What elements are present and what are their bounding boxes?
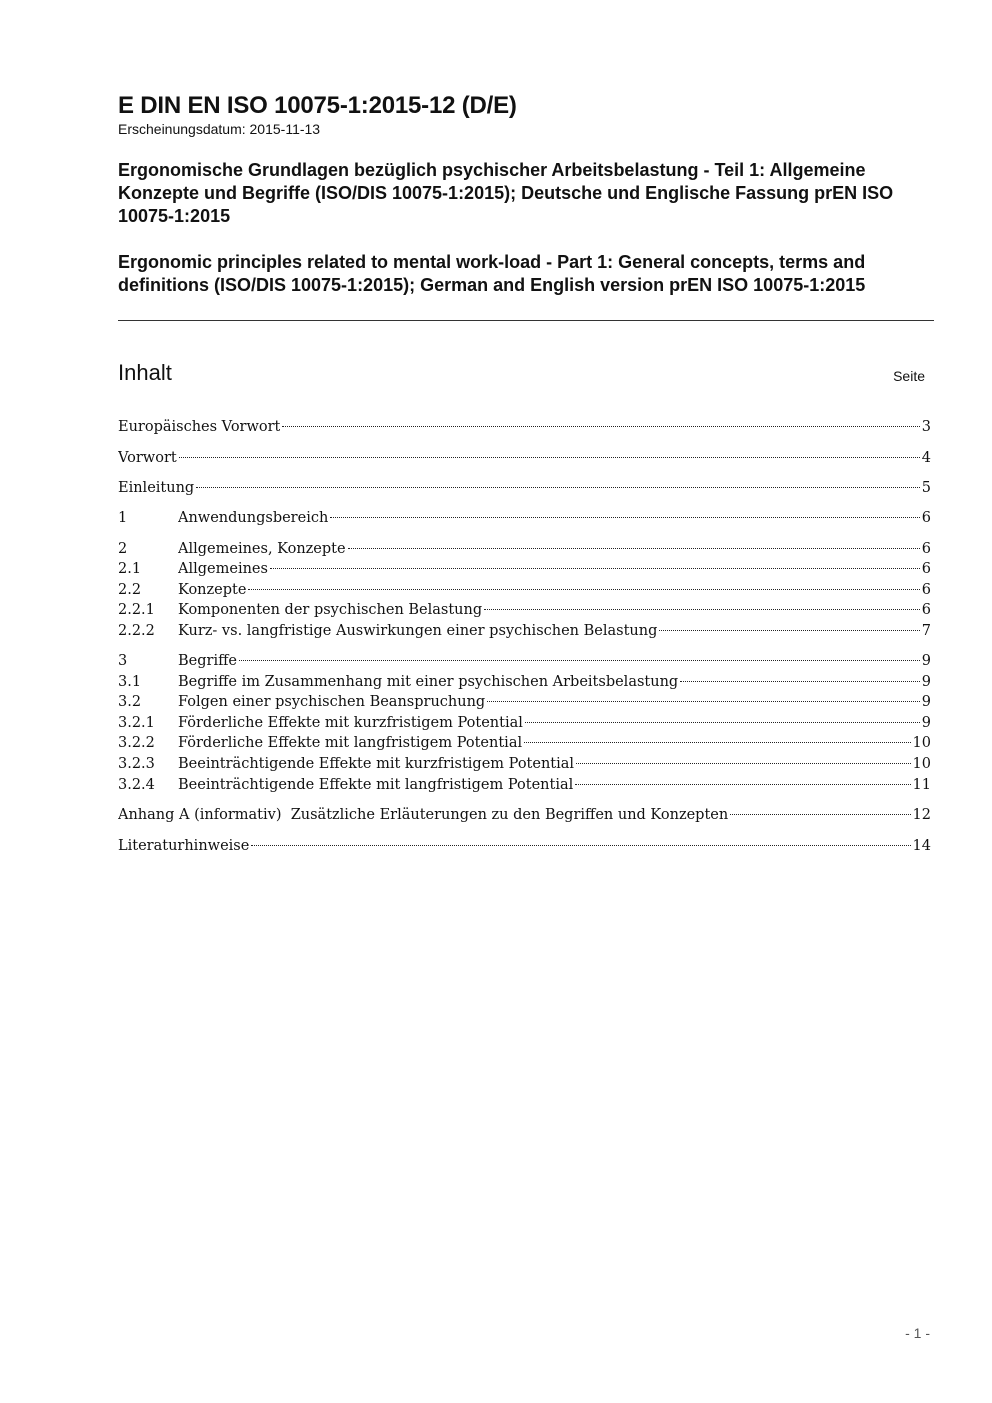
- toc-entry[interactable]: [118, 417, 931, 437]
- toc-leader: [524, 741, 910, 743]
- toc-entry-number: 3.2.3: [118, 756, 155, 772]
- toc-entry-page: 12: [912, 807, 931, 823]
- toc-entry-page: 14: [912, 838, 931, 854]
- toc-entry[interactable]: [118, 559, 931, 579]
- title-german: Ergonomische Grundlagen bezüglich psychischer Arbeitsbelastung - Teil 1: Allgemeine Konzepte und Begriffe (ISO/DIS 10075-1:2015); Deutsche und Englische Fassung prEN ISO 10075-1:2015: [118, 160, 894, 226]
- toc-entry[interactable]: [118, 754, 931, 774]
- toc-entry[interactable]: [118, 775, 931, 795]
- toc-heading: Inhalt: [118, 360, 172, 385]
- toc-entry[interactable]: [118, 621, 931, 641]
- toc-entry-title: Europäisches Vorwort: [118, 419, 281, 435]
- toc-entry-page: 6: [921, 561, 931, 577]
- toc-entry-page: 10: [912, 756, 931, 772]
- page-number: - 1 -: [905, 1325, 930, 1341]
- toc-entry-title: Anwendungsbereich: [178, 510, 329, 526]
- toc-leader: [659, 629, 919, 631]
- toc-entry-page: 6: [921, 541, 931, 557]
- toc-entry-title: Folgen einer psychischen Beanspruchung: [178, 694, 486, 710]
- toc-entry-page: 10: [912, 735, 931, 751]
- toc-entry-page: 5: [921, 480, 931, 496]
- toc-leader: [730, 813, 910, 815]
- toc-page-column-heading: Seite: [893, 368, 925, 384]
- toc-leader: [196, 486, 920, 488]
- toc-leader: [179, 456, 920, 458]
- toc-entry-page: 9: [921, 653, 931, 669]
- toc-entry-number: 1: [118, 510, 128, 526]
- toc-leader: [525, 721, 920, 723]
- toc-entry[interactable]: [118, 580, 931, 600]
- toc-entry-number: 2.2.1: [118, 602, 155, 618]
- toc-entry-title: Vorwort: [118, 450, 177, 466]
- toc-entry[interactable]: [118, 508, 931, 528]
- toc-leader: [248, 588, 919, 590]
- toc-entry[interactable]: [118, 713, 931, 733]
- toc-leader: [575, 783, 910, 785]
- toc-entry-number: 3.2: [118, 694, 142, 710]
- toc-entry-title: Allgemeines, Konzepte: [178, 541, 346, 557]
- toc-entry[interactable]: [118, 600, 931, 620]
- toc-entry-page: 6: [921, 510, 931, 526]
- toc-leader: [576, 762, 911, 764]
- toc-entry-title: Konzepte: [178, 582, 247, 598]
- publication-date: Erscheinungsdatum: 2015-11-13: [118, 121, 321, 137]
- toc-entry-page: 9: [921, 715, 931, 731]
- toc-entry-title: Beeinträchtigende Effekte mit kurzfristigem Potential: [178, 756, 575, 772]
- toc-entry-number: 2: [118, 541, 128, 557]
- toc-entry-title: Allgemeines: [178, 561, 268, 577]
- toc-entry-title: Förderliche Effekte mit kurzfristigem Potential: [178, 715, 523, 731]
- toc-entry[interactable]: [118, 478, 931, 498]
- toc-entry-title: Anhang A (informativ) Zusätzliche Erläuterungen zu den Begriffen und Konzepten: [118, 807, 729, 823]
- document-id: E DIN EN ISO 10075-1:2015-12 (D/E): [118, 92, 517, 119]
- toc-leader: [487, 700, 920, 702]
- toc-entry-page: 9: [921, 694, 931, 710]
- toc-entry[interactable]: [118, 448, 931, 468]
- table-of-contents: [118, 0, 931, 1403]
- toc-entry-title: Komponenten der psychischen Belastung: [178, 602, 483, 618]
- toc-leader: [330, 516, 919, 518]
- toc-entry-number: 3.2.1: [118, 715, 155, 731]
- toc-entry-page: 11: [912, 777, 931, 793]
- toc-entry[interactable]: [118, 672, 931, 692]
- toc-entry-number: 2.1: [118, 561, 142, 577]
- toc-entry-page: 9: [921, 674, 931, 690]
- toc-entry-number: 3.2.2: [118, 735, 155, 751]
- toc-entry-title: Kurz- vs. langfristige Auswirkungen einer psychischen Belastung: [178, 623, 658, 639]
- toc-entry-page: 4: [921, 450, 931, 466]
- toc-entry-title: Begriffe: [178, 653, 237, 669]
- title-english: Ergonomic principles related to mental work-load - Part 1: General concepts, terms and definitions (ISO/DIS 10075-1:2015); German and English version prEN ISO 10075-1:2015: [118, 252, 866, 295]
- toc-entry-number: 2.2: [118, 582, 142, 598]
- toc-entry-page: 3: [921, 419, 931, 435]
- toc-leader: [484, 608, 920, 610]
- toc-leader: [251, 844, 910, 846]
- toc-entry[interactable]: [118, 805, 931, 825]
- toc-leader: [680, 680, 920, 682]
- toc-leader: [282, 425, 919, 427]
- toc-entry-page: 7: [921, 623, 931, 639]
- toc-entry-title: Begriffe im Zusammenhang mit einer psychischen Arbeitsbelastung: [178, 674, 679, 690]
- toc-entry-title: Förderliche Effekte mit langfristigem Potential: [178, 735, 523, 751]
- toc-entry[interactable]: [118, 836, 931, 856]
- toc-entry[interactable]: [118, 733, 931, 753]
- toc-entry-number: 2.2.2: [118, 623, 155, 639]
- toc-leader: [270, 567, 920, 569]
- toc-entry-title: Einleitung: [118, 480, 195, 496]
- toc-leader: [348, 547, 920, 549]
- toc-entry[interactable]: [118, 539, 931, 559]
- toc-entry-page: 6: [921, 582, 931, 598]
- toc-leader: [239, 659, 920, 661]
- toc-entry-title: Literaturhinweise: [118, 838, 250, 854]
- toc-entry-number: 3.1: [118, 674, 142, 690]
- toc-entry[interactable]: [118, 651, 931, 671]
- toc-entry-number: 3: [118, 653, 128, 669]
- toc-entry-title: Beeinträchtigende Effekte mit langfristigem Potential: [178, 777, 574, 793]
- toc-entry-page: 6: [921, 602, 931, 618]
- toc-entry[interactable]: [118, 692, 931, 712]
- toc-entry-number: 3.2.4: [118, 777, 155, 793]
